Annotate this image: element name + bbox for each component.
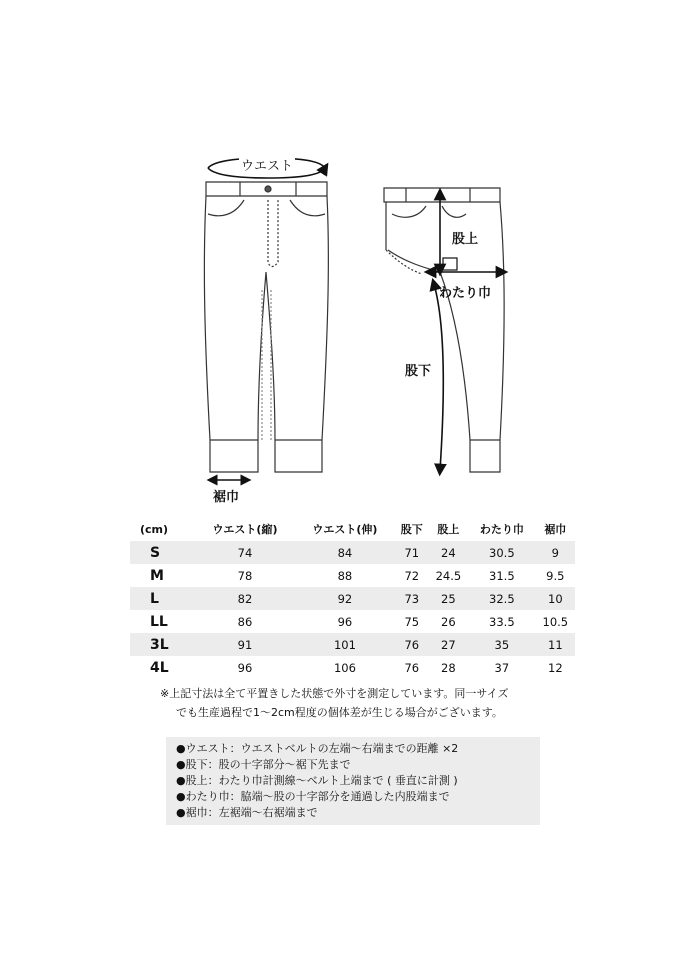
table-cell: 24.5 bbox=[435, 568, 462, 583]
table-cell: 32.5 bbox=[468, 587, 536, 610]
inseam-label: 股下 bbox=[405, 364, 432, 379]
rise-label: 股上 bbox=[452, 232, 479, 247]
header-inseam: 股下 bbox=[400, 523, 423, 536]
table-cell: 11 bbox=[536, 633, 575, 656]
table-cell: 76 bbox=[395, 633, 429, 656]
table-cell: 73 bbox=[395, 587, 429, 610]
table-header-row bbox=[130, 517, 575, 541]
table-cell: 82 bbox=[195, 587, 295, 610]
rise-right-angle-mark bbox=[443, 258, 457, 270]
table-cell: 76 bbox=[404, 660, 420, 675]
table-cell: 92 bbox=[295, 587, 395, 610]
header-hem: 裾巾 bbox=[544, 523, 567, 536]
hem-label: 裾巾 bbox=[213, 490, 240, 505]
header-waist-relaxed: ウエスト(縮) bbox=[212, 523, 278, 536]
note-line-1: ※上記寸法は全て平置きした状態で外寸を測定しています。同一サイズ bbox=[160, 687, 509, 700]
measurement-note bbox=[160, 684, 580, 722]
note-line-2: でも生産過程で1〜2cm程度の個体差が生じる場合がございます。 bbox=[176, 706, 503, 719]
table-cell: 96 bbox=[237, 660, 253, 675]
table-row bbox=[130, 541, 575, 564]
table-cell: 27 bbox=[429, 633, 468, 656]
table-cell: 86 bbox=[237, 614, 253, 629]
size-cell: S bbox=[130, 541, 195, 564]
table-cell: 74 bbox=[195, 541, 295, 564]
size-cell: 3L bbox=[130, 633, 195, 656]
table-cell: 31.5 bbox=[489, 568, 515, 583]
table-cell: 26 bbox=[441, 614, 456, 629]
header-rise: 股上 bbox=[437, 523, 460, 536]
definition-item: ●わたり巾：脇端〜股の十字部分を通過した内股端まで bbox=[176, 790, 450, 803]
definition-item: ●裾巾：左裾端〜右裾端まで bbox=[176, 806, 318, 819]
table-cell: 78 bbox=[237, 568, 253, 583]
table-cell: 10.5 bbox=[542, 614, 569, 629]
front-view-pants bbox=[204, 182, 328, 472]
size-cell: LL bbox=[150, 613, 168, 630]
table-cell: 88 bbox=[337, 568, 353, 583]
table-row bbox=[130, 587, 575, 610]
definition-item: ●ウエスト：ウエストベルトの左端〜右端までの距離 ×2 bbox=[176, 742, 459, 755]
definition-item: ●股下：股の十字部分〜裾下先まで bbox=[176, 758, 351, 771]
table-cell: 35 bbox=[468, 633, 536, 656]
size-table bbox=[130, 517, 575, 679]
table-cell: 33.5 bbox=[489, 614, 515, 629]
table-cell: 96 bbox=[337, 614, 353, 629]
table-cell: 37 bbox=[494, 660, 510, 675]
thigh-label: わたり巾 bbox=[439, 286, 492, 301]
table-cell: 75 bbox=[404, 614, 420, 629]
size-cell: M bbox=[150, 567, 164, 584]
header-unit: (cm) bbox=[140, 522, 169, 536]
table-cell: 84 bbox=[295, 541, 395, 564]
table-cell: 24 bbox=[429, 541, 468, 564]
table-row bbox=[130, 656, 575, 679]
table-cell: 28 bbox=[441, 660, 456, 675]
size-cell: 4L bbox=[150, 659, 169, 676]
inseam-arrow bbox=[434, 284, 443, 470]
table-cell: 30.5 bbox=[468, 541, 536, 564]
side-view-pants bbox=[384, 188, 504, 472]
table-cell: 9 bbox=[536, 541, 575, 564]
header-thigh: わたり巾 bbox=[479, 523, 524, 536]
table-row bbox=[130, 610, 575, 633]
header-waist-stretched: ウエスト(伸) bbox=[312, 523, 378, 536]
table-row bbox=[130, 564, 575, 587]
table-cell: 101 bbox=[295, 633, 395, 656]
table-cell: 91 bbox=[195, 633, 295, 656]
table-cell: 9.5 bbox=[546, 568, 565, 583]
waist-label: ウエスト bbox=[239, 155, 295, 174]
size-cell: L bbox=[130, 587, 195, 610]
table-cell: 72 bbox=[404, 568, 420, 583]
table-row bbox=[130, 633, 575, 656]
table-cell: 10 bbox=[536, 587, 575, 610]
measurement-definitions bbox=[166, 737, 540, 825]
table-cell: 12 bbox=[548, 660, 563, 675]
table-cell: 25 bbox=[429, 587, 468, 610]
definition-item: ●股上：わたり巾計測線〜ベルト上端まで ( 垂直に計測 ) bbox=[176, 774, 458, 787]
table-cell: 71 bbox=[395, 541, 429, 564]
table-cell: 106 bbox=[333, 660, 356, 675]
